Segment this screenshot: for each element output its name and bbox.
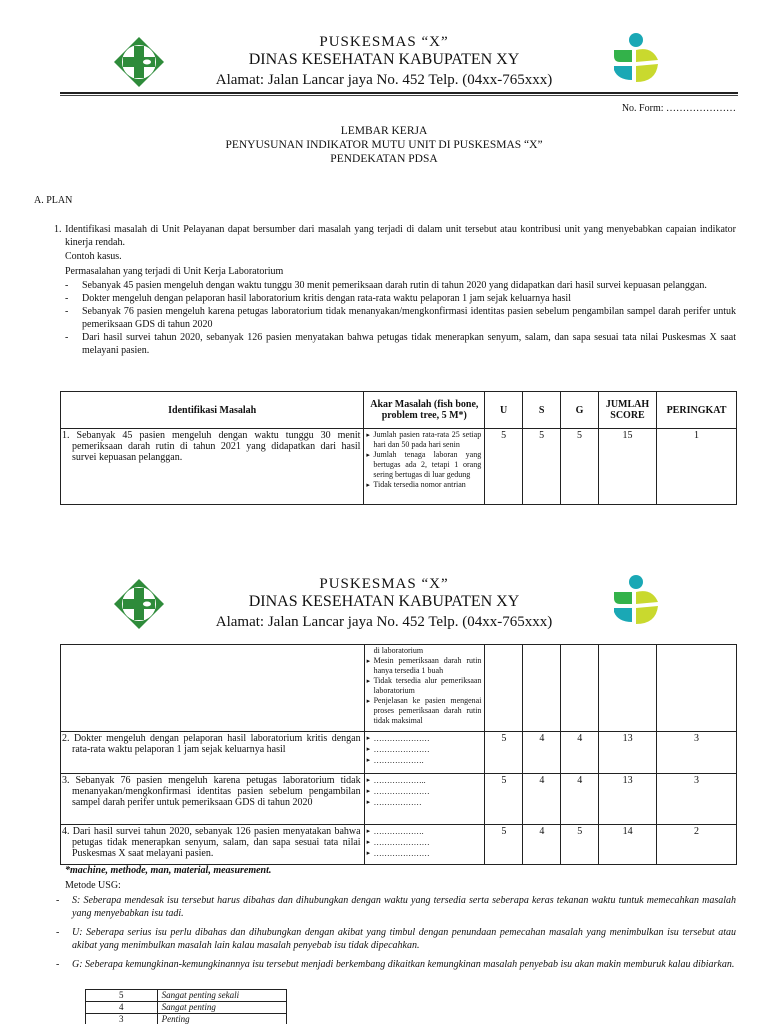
list-item: ▸ ……………… [368,797,482,808]
list-item: ▸ ………………… [368,786,482,797]
usg-scale-table [85,989,287,1024]
list-item: - Dokter mengeluh dengan pelaporan hasil laboratorium kritis dengan rata-rata waktu pelaporan 1 jam sejak keluarnya hasil [65,293,571,304]
org-dept: DINAS KESEHATAN KABUPATEN XY [248,593,520,610]
contoh-label: Contoh kasus. [65,251,122,262]
g-value: 5 [561,429,599,505]
list-item: - G: Seberapa kemungkinan-kemungkinannya isu tersebut menjadi berkembang dikaitkan kemungkinan masalah penyebab isu akan makin memburuk kalau dibiarkan. [56,959,735,970]
score-value: 15 [599,429,657,505]
root-cause-cell [364,645,485,732]
section-heading-plan: A. PLAN [34,195,73,206]
list-item: ▸ ……………….. [368,775,482,786]
u-value: 5 [485,732,523,774]
col-header-u: U [485,392,523,429]
problem-cell: 4. Dari hasil survei tahun 2020, sebanyak 126 pasien menyatakan bahwa petugas tidak menerapkan senyum, salam, dan sapa sesuai tata nilai Puskesmas X saat melayani pasien. [61,825,365,865]
col-header-root-cause: Akar Masalah (fish bone, problem tree, 5 M*) [364,392,485,429]
col-header-s: S [523,392,561,429]
doc-title [0,124,768,166]
usg-table-page1 [60,391,737,505]
s-value: 4 [523,774,561,825]
score-value: 13 [599,732,657,774]
list-item: ▸ ………………. [368,755,482,766]
col-header-score: JUMLAH SCORE [599,392,657,429]
g-value: 4 [561,774,599,825]
u-value: 5 [485,825,523,865]
rank-value: 1 [656,429,736,505]
list-item: - Sebanyak 45 pasien mengeluh dengan waktu tunggu 30 menit pemeriksaan darah rutin di tahun 2020 yang didapatkan dari hasil survei kepuasan pelanggan. [65,280,707,291]
score-value: 14 [599,825,657,865]
rank-value: 2 [657,825,737,865]
list-item: ▸ ………………… [368,744,482,755]
org-address: Alamat: Jalan Lancar jaya No. 452 Telp. (04xx-765xxx) [215,614,553,630]
table-row [61,429,737,505]
u-value: 5 [485,774,523,825]
rank-value: 3 [657,732,737,774]
list-item: - Sebanyak 76 pasien mengeluh karena petugas laboratorium tidak menanyakan/mengkonfirmasi identitas pasien sebelum pengambilan sampel darah perifer untuk pemeriksaan GDS di tahun 2020 [65,306,736,330]
col-header-g: G [561,392,599,429]
kemenkes-logo-icon [606,574,664,632]
problem-cell: 2. Dokter mengeluh dengan pelaporan hasil laboratorium kritis dengan rata-rata waktu pelaporan 1 jam sejak keluarnya hasil [61,732,365,774]
case-list [65,279,736,357]
metode-label: Metode USG: [65,880,121,891]
doc-title-line2: PENYUSUNAN INDIKATOR MUTU UNIT DI PUSKESMAS “X” [225,139,543,151]
list-item: ▸ ………………… [368,848,482,859]
org-name: PUSKESMAS “X” [319,34,449,50]
list-item: ▸ ………………. [368,826,482,837]
usg-definitions [56,894,736,971]
list-item: ▸ Tidak tersedia alur pemeriksaan laboratorium [368,676,482,696]
list-item: - Dari hasil survei tahun 2020, sebanyak 126 pasien menyatakan bahwa petugas tidak menerapkan senyum, salam, dan sapa sesuai tata nilai Puskesmas X saat melayani pasien. [65,332,736,356]
score-value: 13 [599,774,657,825]
rank-value: 3 [657,774,737,825]
doc-title-line3: PENDEKATAN PDSA [330,153,438,165]
table-row: 4 Sangat penting [86,1002,287,1014]
g-value: 4 [561,732,599,774]
root-cause-cell [364,732,485,774]
list-item: - U: Seberapa serius isu perlu dibahas dan dihubungkan dengan akibat yang timbul dengan penundaan pemecahan masalah yang menimbulkan isu tersebut atau akibat yang menimbulkan masalah lain kalau masalah penyebab isu tidak dipecahkan. [56,927,736,951]
problem-cell-continued [61,645,365,732]
table-row [61,645,737,732]
problem-cell: 3. Sebanyak 76 pasien mengeluh karena petugas laboratorium tidak menanyakan/mengkonfirmasi identitas pasien sebelum pengambilan sampel darah perifer untuk pemeriksaan GDS di tahun 2020 [61,774,365,825]
form-number: No. Form: ………………… [621,103,736,114]
org-address: Alamat: Jalan Lancar jaya No. 452 Telp. (04xx-765xxx) [215,72,553,88]
list-item: ▸ ………………… [368,733,482,744]
letterhead-page1 [0,34,768,134]
s-value: 5 [523,429,561,505]
root-cause-cell [364,774,485,825]
footnote: *machine, methode, man, material, measurement. [65,865,272,876]
col-header-problem: Identifikasi Masalah [61,392,364,429]
problem-cell: 1. Sebanyak 45 pasien mengeluh dengan waktu tunggu 30 menit pemeriksaan darah rutin di tahun 2021 yang didapatkan dari hasil survei kepuasan pelanggan. [61,429,364,505]
list-item: di laboratorium [373,646,424,655]
table-row: 5 Sangat penting sekali [86,990,287,1002]
table-row [61,732,737,774]
permasalahan-label: Permasalahan yang terjadi di Unit Kerja Laboratorium [65,266,284,277]
table-row: 3 Penting [86,1014,287,1024]
u-value: 5 [485,429,523,505]
root-cause-cell [364,825,485,865]
intro-paragraph: 1. Identifikasi masalah di Unit Pelayanan dapat bersumber dari masalah yang terjadi di dalam unit tersebut atau kontribusi unit yang menyebabkan capaian indikator kinerja rendah. [54,224,736,248]
list-item: - S: Seberapa mendesak isu tersebut harus dibahas dan dihubungkan dengan waktu yang tersedia serta seberapa keras tekanan waktu tuntuk memecahkan masalah yang menyebabkan isu tadi. [56,895,736,919]
list-item: ▸ ………………… [368,837,482,848]
header-rule-thin [60,95,738,96]
table-row [61,774,737,825]
list-item: ▸ Penjelasan ke pasien mengenai proses pemeriksaan darah rutin tidak maksimal [368,696,482,726]
list-item: ▸ Jumlah pasien rata-rata 25 setiap hari dan 50 pada hari senin [367,430,481,450]
root-cause-cell [364,429,485,505]
kemenkes-logo-icon [606,32,664,90]
g-value: 5 [561,825,599,865]
org-dept: DINAS KESEHATAN KABUPATEN XY [248,51,520,68]
list-item: ▸ Mesin pemeriksaan darah rutin hanya tersedia 1 buah [368,656,482,676]
table-row [61,825,737,865]
usg-table-page2 [60,644,737,865]
s-value: 4 [523,825,561,865]
header-rule [60,92,738,94]
list-item: ▸ Tidak tersedia nomor antrian [367,480,481,490]
col-header-rank: PERINGKAT [656,392,736,429]
doc-title-line1: LEMBAR KERJA [340,125,428,137]
s-value: 4 [523,732,561,774]
list-item: ▸ Jumlah tenaga laboran yang bertugas ada 2, tetapi 1 orang sering bertugas di luar gedung [367,450,481,480]
org-name: PUSKESMAS “X” [319,576,449,592]
